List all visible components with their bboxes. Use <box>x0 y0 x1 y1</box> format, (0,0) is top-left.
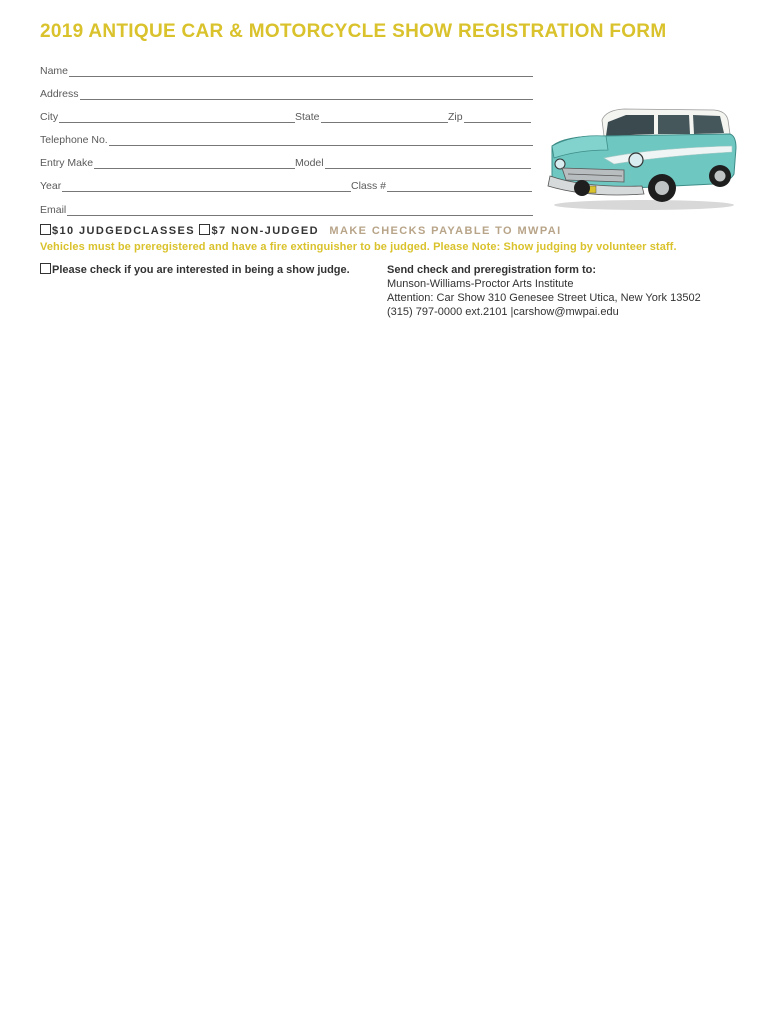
judged-checkbox[interactable] <box>40 224 51 235</box>
preregistration-notice: Vehicles must be preregistered and have a fire extinguisher to be judged. Please Note: Show judging by volunteer staff. <box>40 241 677 253</box>
judge-checkbox[interactable] <box>40 263 51 274</box>
payable-note: MAKE CHECKS PAYABLE TO MWPAI <box>329 225 562 237</box>
name-line <box>40 76 533 77</box>
telephone-field[interactable] <box>40 131 533 147</box>
mailing-heading: Send check and preregistration form to: <box>387 264 597 276</box>
judge-label: Please check if you are interested in being a show judge. <box>52 264 350 276</box>
address-field[interactable] <box>40 85 533 101</box>
state-field[interactable] <box>295 108 448 124</box>
telephone-label: Telephone No. <box>40 134 108 146</box>
non-judged-option[interactable] <box>199 225 318 237</box>
zip-label: Zip <box>448 111 463 123</box>
city-line <box>40 122 295 123</box>
judged-option[interactable] <box>40 225 195 237</box>
mailing-line-3: (315) 797-0000 ext.2101 |carshow@mwpai.edu <box>387 306 619 318</box>
address-line <box>40 99 533 100</box>
fee-options <box>40 224 562 237</box>
non-judged-label: $7 NON-JUDGED <box>211 225 319 237</box>
class-field[interactable] <box>351 177 532 193</box>
email-field[interactable] <box>40 201 533 217</box>
entry-make-label: Entry Make <box>40 157 94 169</box>
state-label: State <box>295 111 320 123</box>
zip-field[interactable] <box>448 108 531 124</box>
name-label: Name <box>40 65 69 77</box>
telephone-line <box>40 145 533 146</box>
non-judged-checkbox[interactable] <box>199 224 210 235</box>
city-label: City <box>40 111 59 123</box>
antique-car-image <box>544 106 740 212</box>
address-label: Address <box>40 88 79 100</box>
email-line <box>40 215 533 216</box>
judge-option[interactable] <box>40 263 350 276</box>
mailing-info <box>387 263 701 319</box>
form-title: 2019 ANTIQUE CAR & MOTORCYCLE SHOW REGISTRATION FORM <box>40 21 667 42</box>
mailing-line-2: Attention: Car Show 310 Genesee Street Utica, New York 13502 <box>387 292 701 304</box>
name-field[interactable] <box>40 62 533 78</box>
year-line <box>40 191 351 192</box>
model-label: Model <box>295 157 324 169</box>
mailing-line-1: Munson-Williams-Proctor Arts Institute <box>387 278 574 290</box>
year-field[interactable] <box>40 177 351 193</box>
year-label: Year <box>40 180 62 192</box>
model-field[interactable] <box>295 154 531 170</box>
entry-make-field[interactable] <box>40 154 295 170</box>
model-line <box>295 168 531 169</box>
city-field[interactable] <box>40 108 295 124</box>
class-label: Class # <box>351 180 387 192</box>
judged-label: $10 JUDGEDCLASSES <box>52 225 196 237</box>
email-label: Email <box>40 204 67 216</box>
